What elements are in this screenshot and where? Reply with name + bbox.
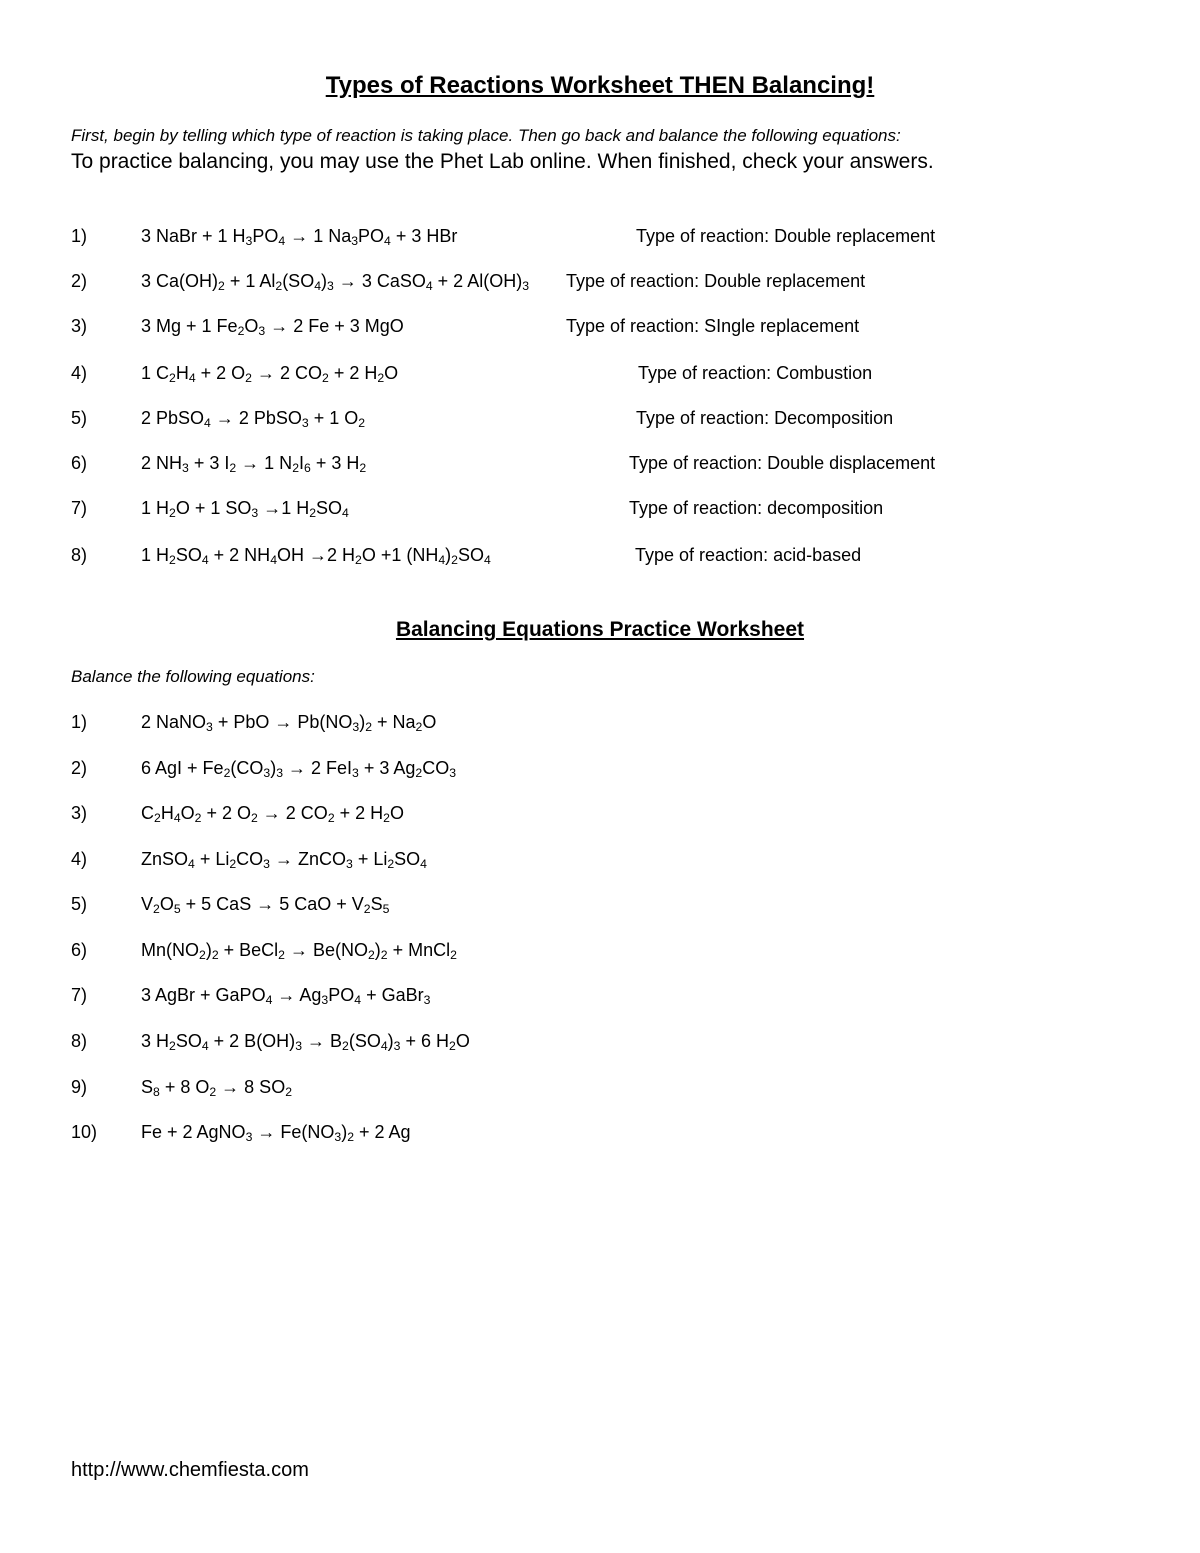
page-title: Types of Reactions Worksheet THEN Balancing! [325,72,875,99]
practice-number: 3) [71,803,88,823]
reaction-number: 4) [71,363,88,383]
practice-number: 1) [71,712,88,732]
reaction-type: Type of reaction: Double replacement [636,226,936,246]
reaction-number: 8) [71,545,88,565]
reaction-type: Type of reaction: Combustion [638,363,873,383]
practice-equation: $S_8 + 8$ $O_2 \to 8$ $SO_2$ [141,1077,293,1100]
practice-equation: ZnSO$_4$ + $Li_2CO_3$ → ZnCO$_3$ + $Li_2SO_4$ [141,849,427,872]
practice-instructions: Balance the following equations: [71,667,315,686]
reaction-equation: 2 $NH_3 + 3$ $I_2 \to 1$ $N_2I_6 + 3$ $H_2$ [141,453,367,476]
reaction-type: Type of reaction: SIngle replacement [566,316,860,336]
practice-number: 6) [71,940,88,960]
practice-equation: $C_2H_4O_2 + 2$ $O_2 \to 2$ $CO_2 + 2$ $H_2O$ [141,803,404,826]
reaction-type: Type of reaction: Decomposition [636,408,894,428]
reaction-number: 5) [71,408,88,428]
reaction-number: 3) [71,316,88,336]
practice-equation: $Mn(NO_2)_2$ + BeCl$_2$ → $Be(NO_2)_2$ + MnCl$_2$ [141,940,457,963]
reaction-number: 6) [71,453,88,473]
practice-number: 9) [71,1077,88,1097]
reaction-number: 1) [71,226,88,246]
reaction-equation: 1 $H_2O + 1$ $SO_3 \to 1$ $H_2SO_4$ [141,498,349,521]
reaction-type: Type of reaction: Double replacement [566,271,866,291]
reaction-type: Type of reaction: acid-based [635,545,862,565]
practice-equation: $V_2O_5 + 5$ CaS → 5 CaO + $V_2S_5$ [141,894,390,917]
practice-number: 10) [71,1122,98,1142]
practice-number: 2) [71,758,88,778]
reaction-equation: 3 Mg + 1 $Fe_2O_3 \to 2$ Fe + 3 MgO [141,316,404,339]
practice-note: To practice balancing, you may use the Phet Lab online. When finished, check your answers. [71,150,934,173]
reaction-equation: 3 NaBr + 1 $H_3PO_4 \to 1$ $Na_3PO_4 + 3$ HBr [141,226,458,249]
footer-link[interactable]: http://www.chemfiesta.com [71,1459,309,1481]
practice-equation: 3 $H_2SO_4 + 2$ $B(OH)_3 \to B_2(SO_4)_3 + 6$ $H_2O$ [141,1031,470,1054]
reaction-equation: 1 $H_2SO_4 + 2$ $NH_4OH \to 2$ $H_2O +1$ $(NH_4)_2SO_4$ [141,545,491,568]
reaction-type: Type of reaction: Double displacement [629,453,936,473]
instructions-text: First, begin by telling which type of reaction is taking place. Then go back and balance the following equations: [71,126,901,145]
practice-section-title: Balancing Equations Practice Worksheet [395,618,805,641]
reaction-equation: 1 $C_2H_4 + 2$ $O_2 \to 2$ $CO_2 + 2$ $H_2O$ [141,363,399,386]
practice-equation: 6 AgI + $Fe_2(CO_3)_3 \to 2$ FeI$_3$ + 3 $Ag_2CO_3$ [141,758,457,781]
reaction-equation: 2 PbSO$_4$ → 2 PbSO$_3$ + 1 $O_2$ [141,408,366,431]
practice-number: 8) [71,1031,88,1051]
practice-number: 4) [71,849,88,869]
practice-equation: Fe + 2 AgNO$_3$ → $Fe(NO_3)_2 + 2$ Ag [141,1122,411,1145]
practice-equation: 3 AgBr + GaPO$_4$ → $Ag_3PO_4$ + GaBr$_3$ [141,985,431,1008]
practice-equation: 2 NaNO$_3$ + PbO → $Pb(NO_3)_2 + Na_2O$ [141,712,437,735]
reaction-number: 7) [71,498,88,518]
practice-number: 5) [71,894,88,914]
reaction-number: 2) [71,271,88,291]
practice-number: 7) [71,985,88,1005]
reaction-type: Type of reaction: decomposition [629,498,884,518]
reaction-equation: 3 $Ca(OH)_2 + 1$ $Al_2(SO_4)_3 \to 3$ CaSO$_4$ + 2 $Al(OH)_3$ [141,271,530,294]
